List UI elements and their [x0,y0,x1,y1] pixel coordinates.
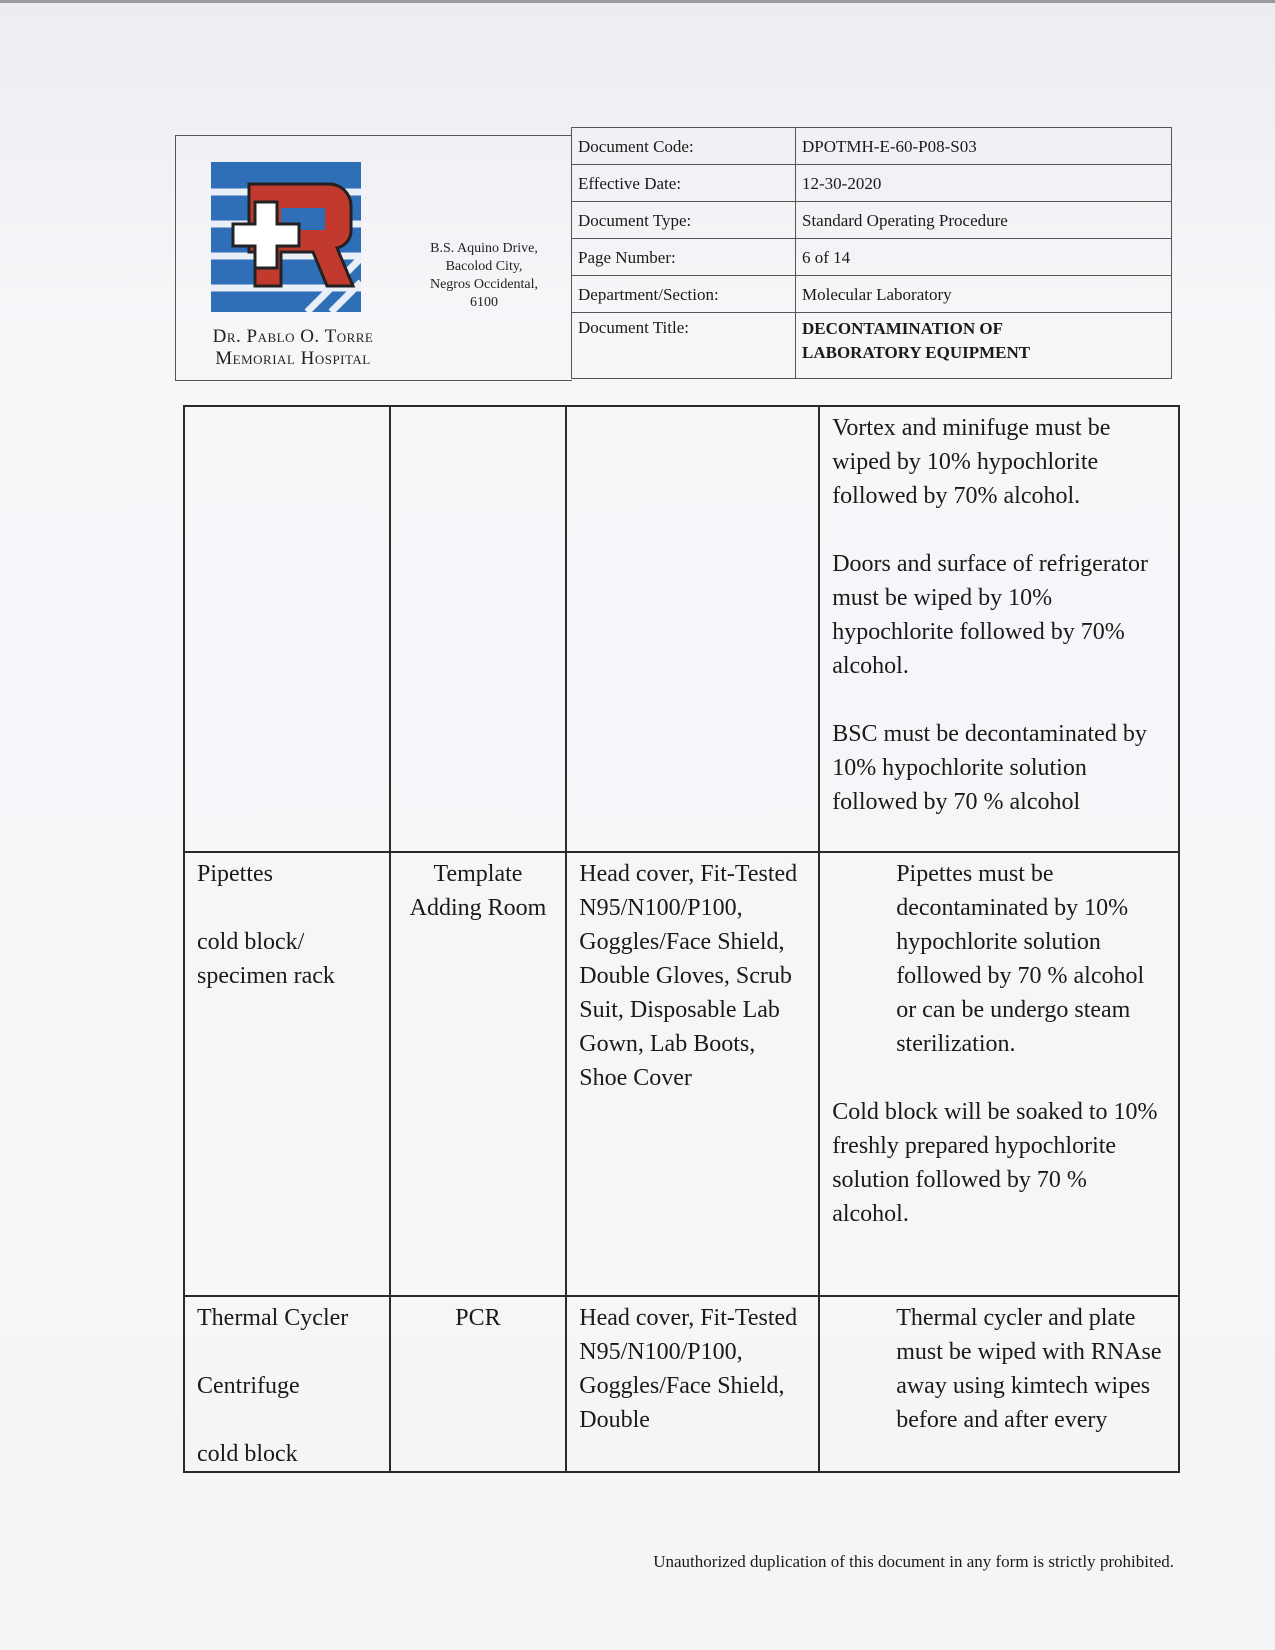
meta-label: Department/Section: [572,276,796,313]
meta-label: Document Type: [572,202,796,239]
document-title [796,313,1172,379]
procedure-text: Vortex and minifuge must be wiped by 10% hypochlorite followed by 70% alcohol. [832,415,1111,509]
procedure-text: Doors and surface of refrigerator must be wiped by 10% hypochlorite followed by 70% alcohol. [832,551,1149,679]
table-row [184,1296,1179,1472]
procedure-text: Pipettes must be decontaminated by 10% hypochlorite solution followed by 70 % alcohol or can be undergo steam sterilization. [896,861,1145,1057]
meta-value: DPOTMH-E-60-P08-S03 [796,128,1172,165]
ppe-text: Head cover, Fit-Tested N95/N100/P100, Goggles/Face Shield, Double [579,1305,798,1433]
equipment-cell [184,406,390,852]
meta-label: Page Number: [572,239,796,276]
document-header [175,127,1172,381]
address-line: B.S. Aquino Drive, [430,241,538,256]
area-text: PCR [455,1305,501,1331]
meta-row [572,276,1172,313]
equipment-item: Thermal Cycler [197,1305,349,1331]
ppe-text: Head cover, Fit-Tested N95/N100/P100, Goggles/Face Shield, Double Gloves, Scrub Suit, Disposable Lab Gown, Lab Boots, Shoe Cover [579,861,798,1091]
address-line: Bacolod City, [445,259,523,274]
area-cell [390,1296,567,1472]
meta-label: Document Title: [572,313,796,379]
table-row [184,852,1179,1296]
procedure-cell [819,852,1179,1296]
procedure-cell [819,406,1179,852]
equipment-item: cold block/ specimen rack [197,929,335,989]
table-row [184,406,1179,852]
hospital-address [404,240,564,312]
document-info-table [571,127,1172,379]
ppe-cell [566,852,819,1296]
logo-cell [175,135,572,381]
address-line: Negros Occidental, [429,277,539,292]
procedure-text: Thermal cycler and plate must be wiped with RNAse away using kimtech wipes before and after every [896,1305,1162,1433]
area-cell [390,852,567,1296]
meta-row [572,128,1172,165]
hospital-name-line1: Dr. Pablo O. Torre [212,326,374,347]
meta-value: 12-30-2020 [796,165,1172,202]
procedure-text: Cold block will be soaked to 10% freshly prepared hypochlorite solution followed by 70 % alcohol. [832,1099,1158,1227]
hospital-name-line2: Memorial Hospital [215,348,371,369]
meta-value: 6 of 14 [796,239,1172,276]
ppe-cell [566,406,819,852]
document-title-line2: LABORATORY EQUIPMENT [802,343,1031,362]
equipment-item: Pipettes [197,861,273,887]
footer-notice: Unauthorized duplication of this document in any form is strictly prohibited. [653,1552,1174,1571]
meta-row-title [572,313,1172,379]
document-title-line1: DECONTAMINATION OF [802,319,1004,338]
procedure-text: BSC must be decontaminated by 10% hypochlorite solution followed by 70 % alcohol [832,721,1147,815]
meta-row [572,165,1172,202]
ppe-cell [566,1296,819,1472]
scan-edge [0,0,1275,3]
meta-label: Document Code: [572,128,796,165]
hospital-logo-icon [211,162,361,312]
meta-value: Molecular Laboratory [796,276,1172,313]
procedure-cell [819,1296,1179,1472]
area-text: Template Adding Room [409,861,547,921]
meta-row [572,239,1172,276]
equipment-cell [184,1296,390,1472]
area-cell [390,406,567,852]
equipment-item: cold block [197,1441,298,1467]
meta-label: Effective Date: [572,165,796,202]
address-line: 6100 [470,295,498,310]
equipment-item: Centrifuge [197,1373,300,1399]
meta-row [572,202,1172,239]
hospital-name [188,326,398,370]
equipment-cell [184,852,390,1296]
decontamination-table [183,405,1180,1473]
meta-value: Standard Operating Procedure [796,202,1172,239]
